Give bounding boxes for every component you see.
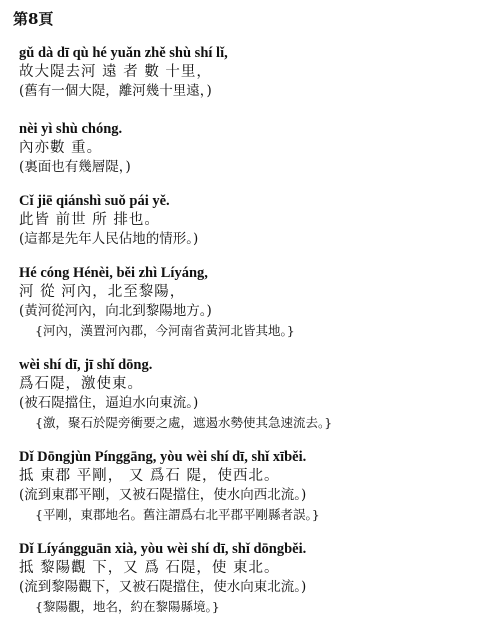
passage-section-7 — [19, 540, 496, 616]
chinese-line: 此皆 前世 所 排也。 — [19, 212, 160, 228]
translation-line: (流到東郡平剛，又被石隄擋住，使水向西北流。) — [19, 487, 307, 503]
chinese-line: 爲石隄，激使東。 — [19, 376, 143, 392]
translation-line: (被石隄擋住，逼迫水向東流。) — [19, 395, 199, 411]
pinyin-line: gǔ dà dī qù hé yuǎn zhě shù shí lǐ, — [19, 45, 228, 61]
pinyin-line: Hé cóng Hénèi, běi zhì Líyáng, — [19, 265, 208, 281]
chinese-line: 內亦數 重。 — [19, 140, 103, 156]
chinese-line: 河 從 河內，北至黎陽， — [19, 284, 186, 300]
pinyin-line: Dǐ Líyángguān xià, yòu wèi shí dī, shǐ dōngběi. — [19, 541, 307, 557]
pinyin-line: Dǐ Dōngjùn Pínggāng, yòu wèi shí dī, shǐ xīběi. — [19, 449, 307, 465]
passage-section-3 — [19, 192, 496, 249]
translation-line: (這都是先年人民佔地的情形。) — [19, 231, 199, 247]
page-number: 第8頁 — [13, 10, 54, 28]
annotation-line: {黎陽觀，地名，約在黎陽縣境。} — [35, 599, 220, 614]
annotation-line: {激，聚石於隄旁衝要之處，遮遏水勢使其急速流去。} — [35, 415, 333, 430]
annotation-line: {河內，漢置河內郡，今河南省黃河北皆其地。} — [35, 323, 295, 338]
passage-section-2 — [19, 120, 496, 177]
translation-line: (流到黎陽觀下，又被石隄擋住，使水向東北流。) — [19, 579, 307, 595]
chinese-line: 故大隄去河 遠 者 數 十里， — [19, 64, 212, 80]
passage-section-4 — [19, 264, 496, 340]
chinese-line: 抵 東郡 平剛， 又 爲石 隄，使西北。 — [19, 468, 280, 484]
passage-section-1 — [19, 44, 496, 101]
pinyin-line: nèi yì shù chóng. — [19, 121, 123, 137]
translation-line: (舊有一個大隄，離河幾十里遠，) — [19, 83, 212, 99]
annotation-line: {平剛，東郡地名。舊注謂爲右北平郡平剛縣者誤。} — [35, 507, 320, 522]
chinese-line: 抵 黎陽觀 下，又 爲 石隄，使 東北。 — [19, 560, 280, 576]
passage-section-5 — [19, 356, 496, 432]
passage-section-6 — [19, 448, 496, 524]
pinyin-line: wèi shí dī, jī shǐ dōng. — [19, 357, 153, 373]
translation-line: (黃河從河內，向北到黎陽地方。) — [19, 303, 212, 319]
translation-line: (裏面也有幾層隄，) — [19, 159, 131, 175]
pinyin-line: Cǐ jiē qiánshì suǒ pái yě. — [19, 193, 170, 209]
